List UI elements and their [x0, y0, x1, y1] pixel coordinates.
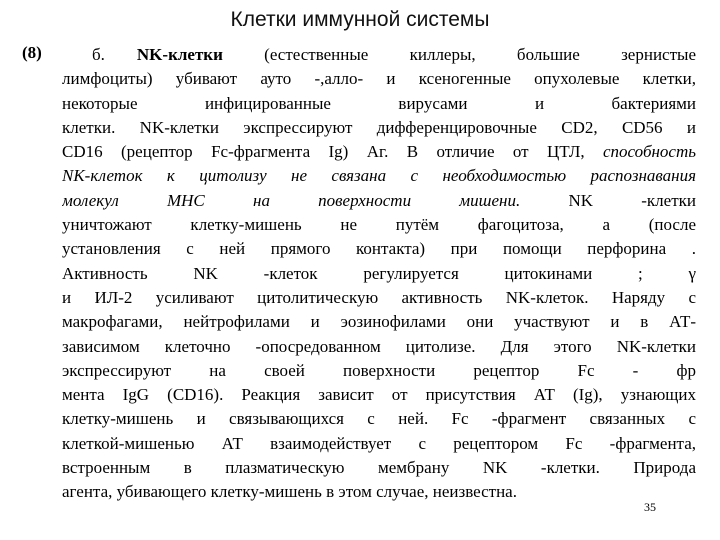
text-segment: NK -клетки — [520, 190, 696, 210]
italic-text: NK-клеток к цитолизу не связана с необходимостью распознавания — [62, 166, 696, 186]
text-line: клетки. NK-клетки экспрессируют дифференцировочные CD2, CD56 и — [62, 117, 696, 137]
italic-text: молекул МНС на поверхности мишени. — [62, 190, 521, 210]
text-line: зависимом клеточно -опосредованном цитолизе. Для этого NK-клетки — [62, 336, 696, 356]
slide-title: Клетки иммунной системы — [230, 8, 490, 31]
text-line: клетку-мишень и связывающихся с ней. Fc -фрагмент связанных с — [62, 409, 696, 429]
text-line — [62, 189, 696, 213]
page-number: 35 — [644, 500, 656, 514]
term-nk-cells: NK-клетки — [136, 45, 223, 64]
text-segment: CD16 (рецептор Fc-фрагмента Ig) Аг. В отличие от ЦТЛ, — [62, 142, 603, 162]
text-line: некоторые инфицированные вирусами и бактериями — [62, 93, 696, 113]
text-line: мента IgG (CD16). Реакция зависит от присутствия АТ (Ig), узнающих — [62, 385, 696, 405]
text-line: макрофагами, нейтрофилами и эозинофилами они участвуют и в АТ- — [62, 312, 696, 332]
text-line: установления с ней прямого контакта) при помощи перфорина . — [62, 239, 696, 259]
body-text — [62, 43, 696, 505]
text-line: Активность NK -клеток регулируется цитокинами ; γ — [62, 263, 696, 283]
text-line: агента, убивающего клетку-мишень в этом случае, неизвестна. — [62, 482, 517, 502]
italic-text: способность — [603, 142, 696, 162]
item-label: б. — [92, 45, 105, 64]
text-line — [62, 140, 696, 164]
item-number: (8) — [22, 43, 42, 62]
text-line: клеткой-мишенью АТ взаимодействует с рецептором Fc -фрагмента, — [62, 433, 696, 453]
text-line — [62, 43, 696, 67]
text-line: экспрессируют на своей поверхности рецептор Fc - фр — [62, 360, 696, 380]
text-line — [62, 164, 696, 188]
text-line: лимфоциты) убивают ауто -,алло- и ксеногенные опухолевые клетки, — [62, 69, 696, 89]
text-line-content: (естественные киллеры, большие зернистые — [222, 45, 696, 64]
text-line: и ИЛ-2 усиливают цитолитическую активность NK-клеток. Наряду с — [62, 287, 696, 307]
text-line: уничтожают клетку-мишень не путём фагоцитоза, а (после — [62, 215, 696, 235]
text-line: встроенным в плазматическую мембрану NK -клетки. Природа — [62, 458, 696, 478]
